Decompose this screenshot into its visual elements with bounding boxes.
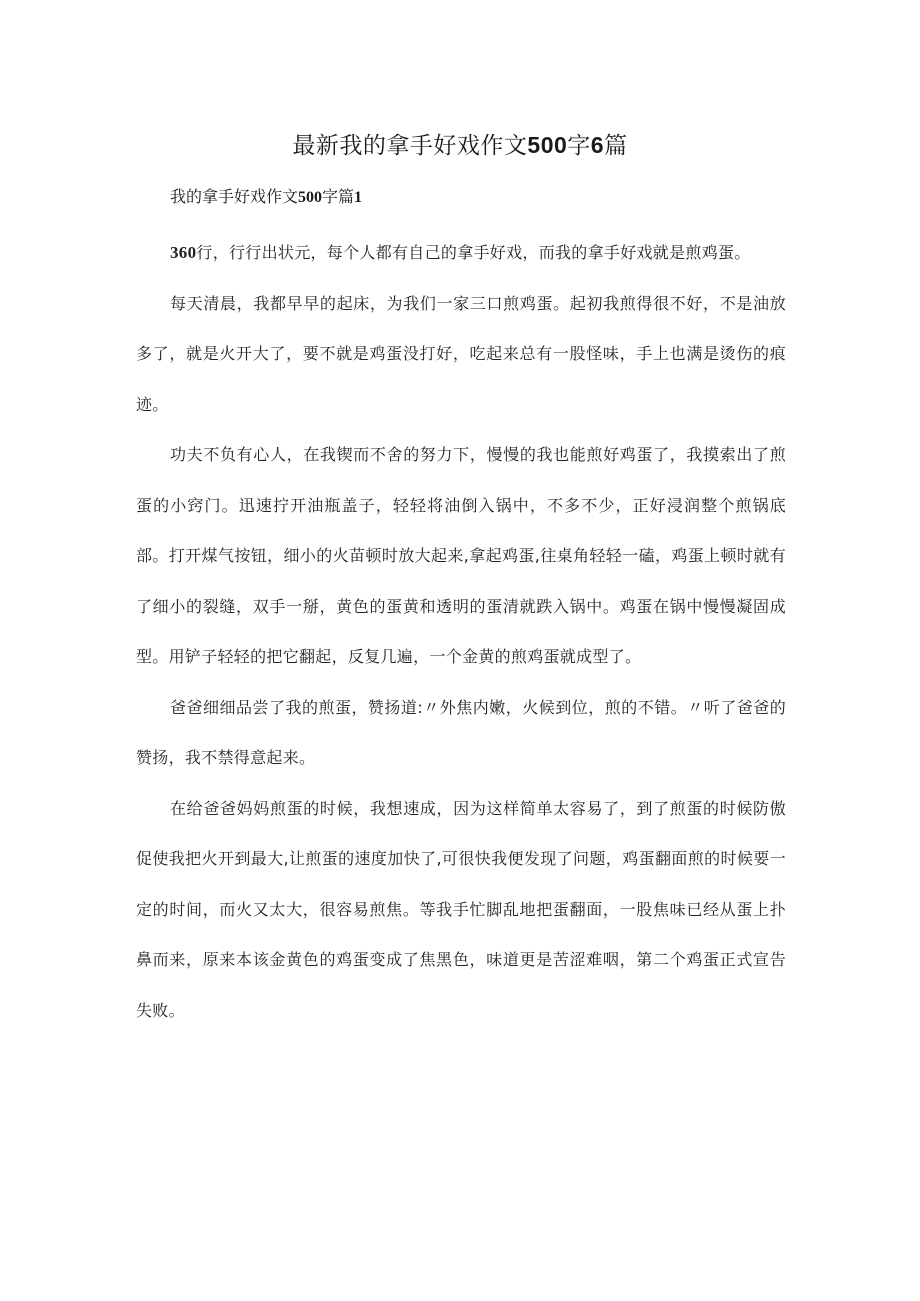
paragraph: 每天清晨，我都早早的起床，为我们一家三口煎鸡蛋。起初我煎得很不好，不是油放多了，就是火开大了，要不就是鸡蛋没打好，吃起来总有一股怪味，手上也满是烫伤的痕迹。 (136, 293, 786, 414)
article-body (136, 228, 786, 1036)
number-text: 500 (527, 132, 568, 158)
paragraph: 爸爸细细品尝了我的煎蛋，赞扬道:〃外焦内嫩，火候到位，煎的不错。〃听了爸爸的赞扬，我不禁得意起来。 (136, 697, 786, 767)
paragraph: 功夫不负有心人，在我锲而不舍的努力下，慢慢的我也能煎好鸡蛋了，我摸索出了煎蛋的小窍门。迅速拧开油瓶盖子，轻轻将油倒入锅中，不多不少，正好浸润整个煎锅底部。打开煤气按钮，细小的火苗顿时放大起来,拿起鸡蛋,往桌角轻轻一磕，鸡蛋上顿时就有了细小的裂缝，双手一掰，黄色的蛋黄和透明的蛋清就跌入锅中。鸡蛋在锅中慢慢凝固成型。用铲子轻轻的把它翻起，反复几遍，一个金黄的煎鸡蛋就成型了。 (136, 445, 786, 666)
number-text: 1 (354, 189, 363, 206)
number-text: 500 (298, 189, 323, 206)
section-subtitle: 我的拿手好戏作文500字篇1 (170, 187, 363, 206)
paragraph: 在给爸爸妈妈煎蛋的时候，我想速成，因为这样简单太容易了，到了煎蛋的时候防傲促使我把火开到最大,让煎蛋的速度加快了,可很快我便发现了问题，鸡蛋翻面煎的时候要一定的时间，而火又太大，很容易煎焦。等我手忙脚乱地把蛋翻面，一股焦味已经从蛋上扑鼻而来，原来本该金黄色的鸡蛋变成了焦黑色，味道更是苦涩难咽，第二个鸡蛋正式宣告失败。 (136, 798, 786, 1020)
document-title: 最新我的拿手好戏作文500字6篇 (292, 132, 628, 159)
paragraph: 360行，行行出状元，每个人都有自己的拿手好戏，而我的拿手好戏就是煎鸡蛋。 (170, 243, 751, 262)
number-text: 360 (170, 243, 197, 262)
number-text: 6 (590, 132, 605, 158)
